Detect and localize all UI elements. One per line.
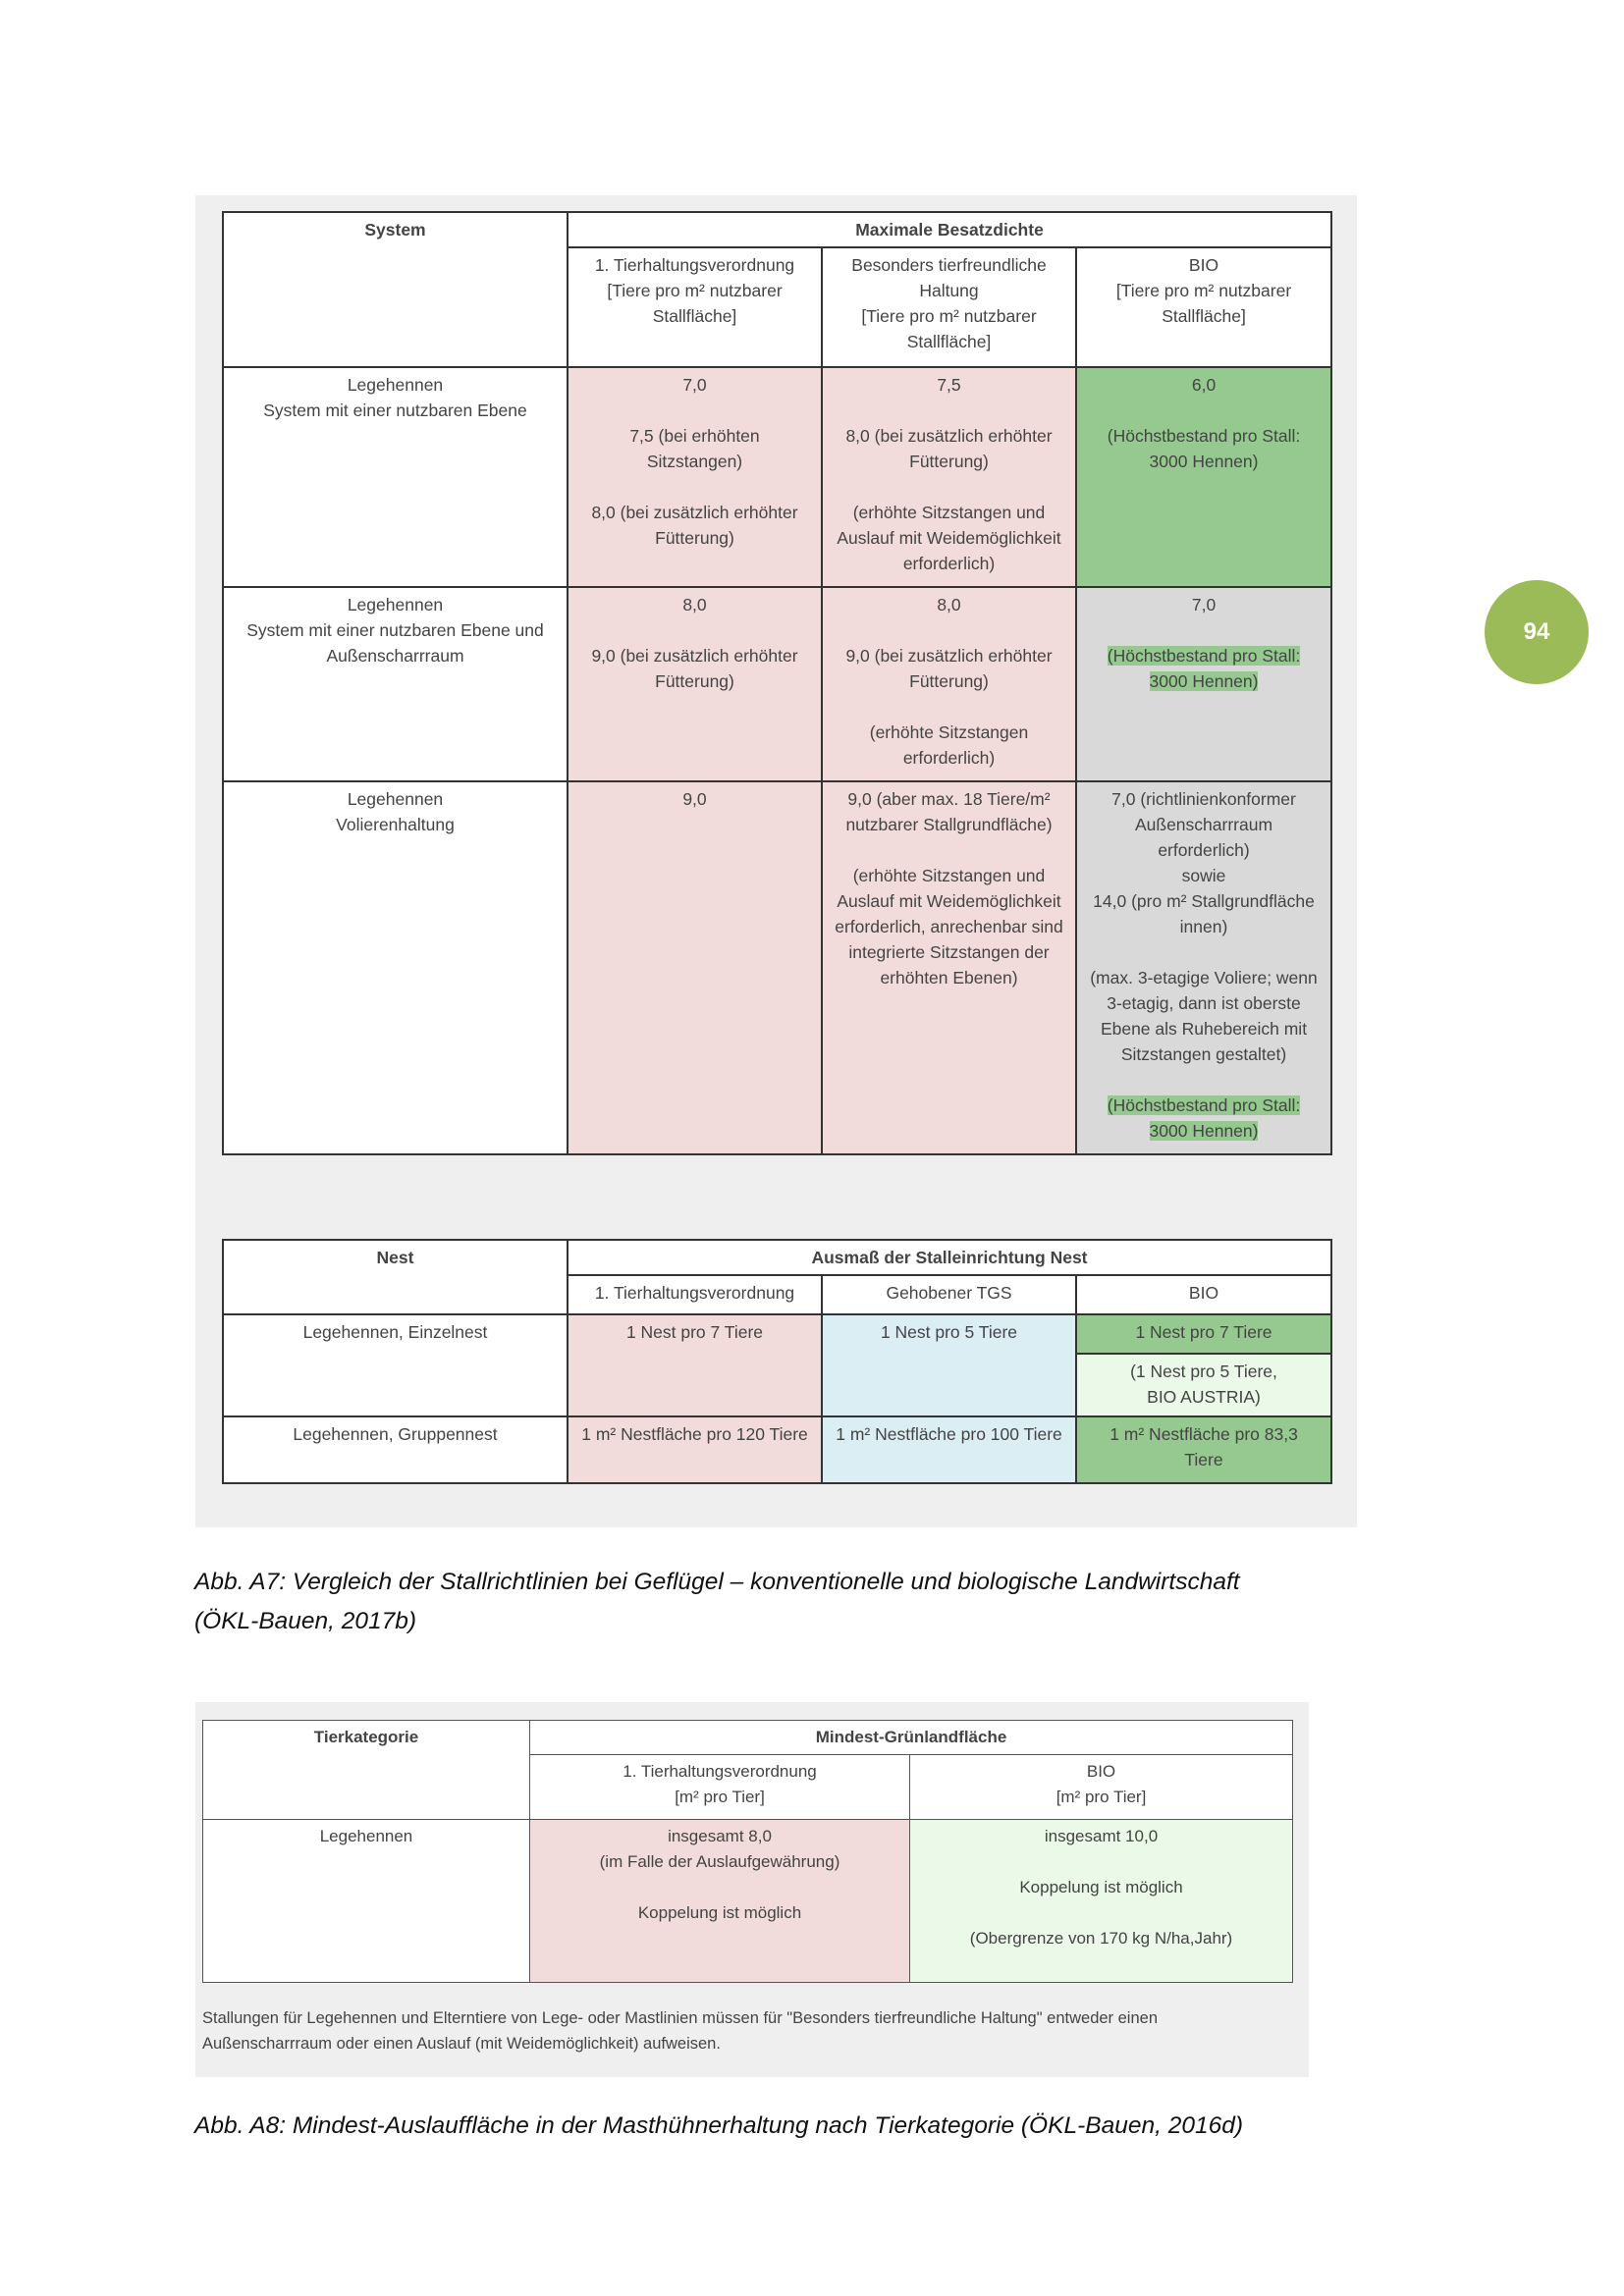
page-number: 94: [1523, 618, 1550, 645]
cell-tgs: 1 Nest pro 5 Tiere: [822, 1314, 1076, 1416]
table-row: [223, 367, 1331, 587]
table-row: [223, 587, 1331, 781]
figure-a8-caption: Abb. A8: Mindest-Auslauffläche in der Masthühnerhaltung nach Tierkategorie (ÖKL-Bauen, 2016d): [194, 2112, 1243, 2139]
header-max-density: Maximale Besatzdichte: [568, 212, 1331, 247]
header-tierhaltungsverordnung: 1. Tierhaltungsverordnung: [568, 1275, 822, 1314]
row-system-label: Legehennen System mit einer nutzbaren Ebene und Außenscharrraum: [223, 587, 568, 781]
stocking-density-table: [222, 211, 1332, 1155]
green-area-table: [202, 1720, 1293, 1983]
header-nest: Nest: [223, 1240, 568, 1314]
row-system-label: Legehennen System mit einer nutzbaren Ebene: [223, 367, 568, 587]
cell-tierfreundlich: 7,5 8,0 (bei zusätzlich erhöhter Fütterung) (erhöhte Sitzstangen und Auslauf mit Weidemöglichkeit erforderlich): [822, 367, 1076, 587]
cell-bio: 7,0 (Höchstbestand pro Stall: 3000 Hennen): [1076, 587, 1331, 781]
header-tierhaltungsverordnung: 1. Tierhaltungsverordnung [Tiere pro m² nutzbarer Stallfläche]: [568, 247, 822, 367]
row-system-label: Legehennen Volierenhaltung: [223, 781, 568, 1154]
cell-bio: 1 Nest pro 7 Tiere: [1076, 1314, 1331, 1354]
table-row: [223, 781, 1331, 1154]
cell-bio-austria: (1 Nest pro 5 Tiere, BIO AUSTRIA): [1076, 1354, 1331, 1416]
nest-table: [222, 1239, 1332, 1484]
header-system: System: [223, 212, 568, 367]
header-bio: BIO [Tiere pro m² nutzbarer Stallfläche]: [1076, 247, 1331, 367]
row-label-gruppennest: Legehennen, Gruppennest: [223, 1416, 568, 1483]
cell-tvo: 1 m² Nestfläche pro 120 Tiere: [568, 1416, 822, 1483]
header-mindest-gruenland: Mindest-Grünlandfläche: [530, 1721, 1293, 1755]
header-bio: BIO [m² pro Tier]: [910, 1755, 1293, 1820]
cell-tvo: 7,0 7,5 (bei erhöhten Sitzstangen) 8,0 (bei zusätzlich erhöhter Fütterung): [568, 367, 822, 587]
cell-tgs: 1 m² Nestfläche pro 100 Tiere: [822, 1416, 1076, 1483]
header-bio: BIO: [1076, 1275, 1331, 1314]
header-gehobener-tgs: Gehobener TGS: [822, 1275, 1076, 1314]
cell-bio: insgesamt 10,0 Koppelung ist möglich (Obergrenze von 170 kg N/ha,Jahr): [910, 1820, 1293, 1983]
cell-bio: 1 m² Nestfläche pro 83,3 Tiere: [1076, 1416, 1331, 1483]
table-row: [223, 1314, 1331, 1354]
table-row: [203, 1820, 1293, 1983]
cell-tvo: insgesamt 8,0 (im Falle der Auslaufgewährung) Koppelung ist möglich: [530, 1820, 910, 1983]
cell-bio: 6,0 (Höchstbestand pro Stall: 3000 Hennen): [1076, 367, 1331, 587]
cell-tvo: 1 Nest pro 7 Tiere: [568, 1314, 822, 1416]
header-tierkategorie: Tierkategorie: [203, 1721, 530, 1820]
cell-bio: 7,0 (richtlinienkonformer Außenscharrraum erforderlich) sowie 14,0 (pro m² Stallgrundfläche innen) (max. 3-etagige Voliere; wenn 3-etagig, dann ist oberste Ebene als Ruhebereich mit Sitzstangen gestaltet) (Höchstbestand pro Stall: 3000 Hennen): [1076, 781, 1331, 1154]
cell-tierfreundlich: 8,0 9,0 (bei zusätzlich erhöhter Fütterung) (erhöhte Sitzstangen erforderlich): [822, 587, 1076, 781]
header-tierhaltungsverordnung: 1. Tierhaltungsverordnung [m² pro Tier]: [530, 1755, 910, 1820]
page-number-badge: [1485, 580, 1589, 684]
table-row: [223, 1416, 1331, 1483]
table-footnote: Stallungen für Legehennen und Elterntiere von Lege- oder Mastlinien müssen für "Besonders tierfreundliche Haltung" entweder einen Außenscharrraum oder einen Auslauf (mit Weidemöglichkeit) aufweisen.: [202, 2009, 1158, 2053]
figure-a7-caption: Abb. A7: Vergleich der Stallrichtlinien bei Geflügel – konventionelle und biologische Landwirtschaft (ÖKL-Bauen, 2017b): [194, 1569, 1240, 1634]
cell-tvo: 9,0: [568, 781, 822, 1154]
row-label-einzelnest: Legehennen, Einzelnest: [223, 1314, 568, 1416]
header-tierfreundlich: Besonders tierfreundliche Haltung [Tiere pro m² nutzbarer Stallfläche]: [822, 247, 1076, 367]
cell-tvo: 8,0 9,0 (bei zusätzlich erhöhter Fütterung): [568, 587, 822, 781]
cell-tierfreundlich: 9,0 (aber max. 18 Tiere/m² nutzbarer Stallgrundfläche) (erhöhte Sitzstangen und Auslauf mit Weidemöglichkeit erforderlich, anrechenbar sind integrierte Sitzstangen der erhöhten Ebenen): [822, 781, 1076, 1154]
header-ausmass: Ausmaß der Stalleinrichtung Nest: [568, 1240, 1331, 1275]
row-label-legehennen: Legehennen: [203, 1820, 530, 1983]
